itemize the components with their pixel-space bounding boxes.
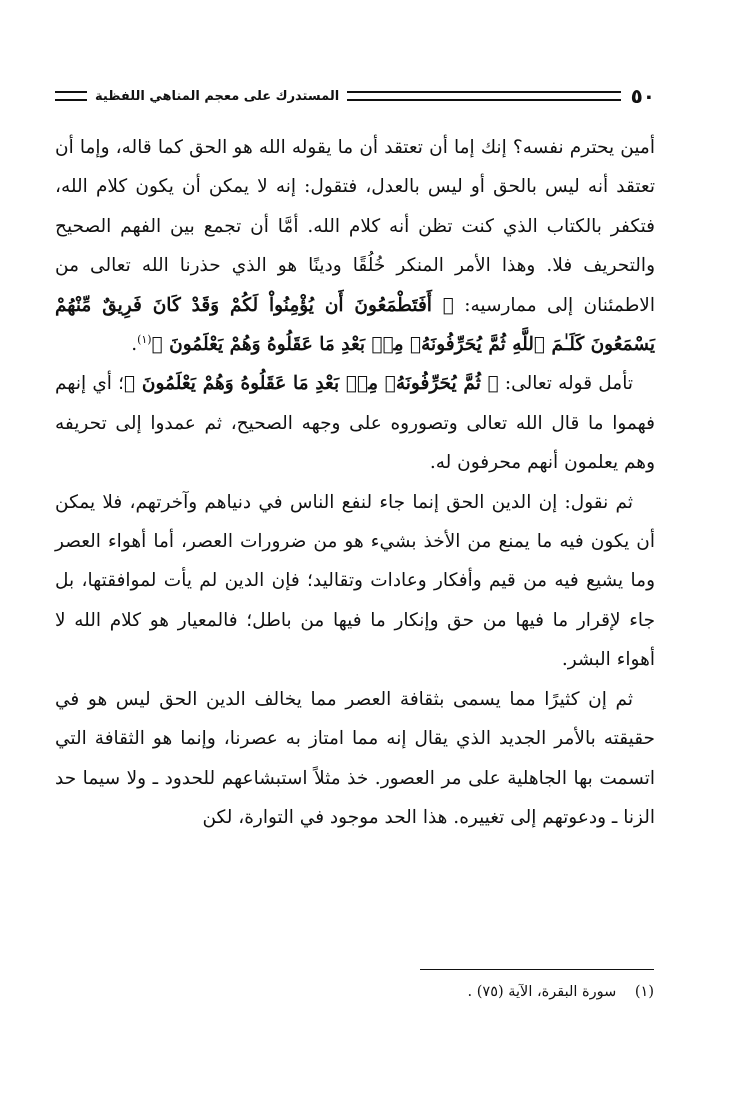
p2-rest: ؛ أي إنهم فهموا ما قال الله تعالى وتصوروه على وجهه الصحيح، ثم عمدوا إلى تحريفه وهم يعلمون أنهم محرفون له. — [55, 373, 655, 474]
page-number: ٥٠ — [630, 84, 655, 108]
p1-line-3: الله، فتكفر بالكتاب الذي كنت تظن أنه كلام الله. أمَّا أن تجمع بين الفهم — [55, 176, 655, 237]
p1-line-4: الصحيح والتحريف فلا. وهذا الأمر المنكر خُلُقًا ودينًا هو الذي حذرنا الله — [55, 215, 656, 277]
header-rule-right — [589, 91, 621, 101]
p1-end: . — [131, 334, 138, 356]
paragraph-2 — [55, 364, 655, 482]
header-rule-middle — [347, 91, 588, 101]
footnote-ref: (١) — [137, 332, 152, 346]
p1-line-5: تعالى من الاطمئنان إلى ممارسيه: — [55, 255, 655, 316]
paragraph-1 — [55, 128, 655, 364]
footnote — [300, 980, 654, 1004]
running-title: المستدرك على معجم المناهي اللفظية — [95, 88, 340, 104]
quran-verse-1: ﴿ أَفَتَطْمَعُونَ أَن يُؤْمِنُواْ لَكُمْ وَقَدْ كَانَ فَرِيقٌ مِّنْهُمْ يَسْمَعُونَ كَلَـٰمَ ٱللَّهِ ثُمَّ يُحَرِّفُونَهُۥ مِنۢ بَعْدِ مَا عَقَلُوهُ وَهُمْ يَعْلَمُونَ ﴾ — [55, 294, 655, 356]
header-rule-left — [55, 91, 87, 101]
footnote-text: سورة البقرة، الآية (٧٥) . — [467, 984, 617, 1000]
paragraph-4: ثم إن كثيرًا مما يسمى بثقافة العصر مما يخالف الدين الحق ليس هو في حقيقته بالأمر الجديد الذي يقال إنه مما امتاز به عصرنا، وإنما هو الثقافة التي اتسمت بها الجاهلية على مر العصور. خذ مثلاً استبشاعهم للحدود ـ ولا سيما حد الزنا ـ ودعوتهم إلى تغييره. هذا الحد موجود في التوارة، لكن — [55, 688, 655, 828]
footnote-number: (١) — [634, 984, 654, 1000]
paragraph-3: ثم نقول: إن الدين الحق إنما جاء لنفع الناس في دنياهم وآخرتهم، فلا يمكن أن يكون فيه ما يمنع من الأخذ بشيء هو من ضرورات العصر، أما أهواء العصر وما يشيع فيه من قيم وأفكار وعادات وتقاليد؛ فإن الدين لم يأت لموافقتها، بل جاء لإقرار ما فيها من حق وإنكار ما فيها من باطل؛ فالمعيار هو كلام الله لا أهواء البشر. — [55, 491, 655, 671]
p2-intro: تأمل قوله تعالى: — [504, 373, 633, 395]
quran-verse-2: ﴿ ثُمَّ يُحَرِّفُونَهُۥ مِنۢ بَعْدِ مَا عَقَلُوهُ وَهُمْ يَعْلَمُونَ ﴾ — [124, 373, 499, 395]
footnote-separator — [420, 969, 654, 970]
p1-line-1: أمين يحترم نفسه؟ إنك إما أن تعتقد أن ما يقوله الله هو الحق كما قاله، وإما — [79, 137, 655, 158]
running-header — [55, 84, 655, 108]
main-text — [55, 128, 655, 837]
p1-line-2: أن تعتقد أنه ليس بالحق أو ليس بالعدل، فتقول: إنه لا يمكن أن يكون كلام — [55, 137, 655, 198]
